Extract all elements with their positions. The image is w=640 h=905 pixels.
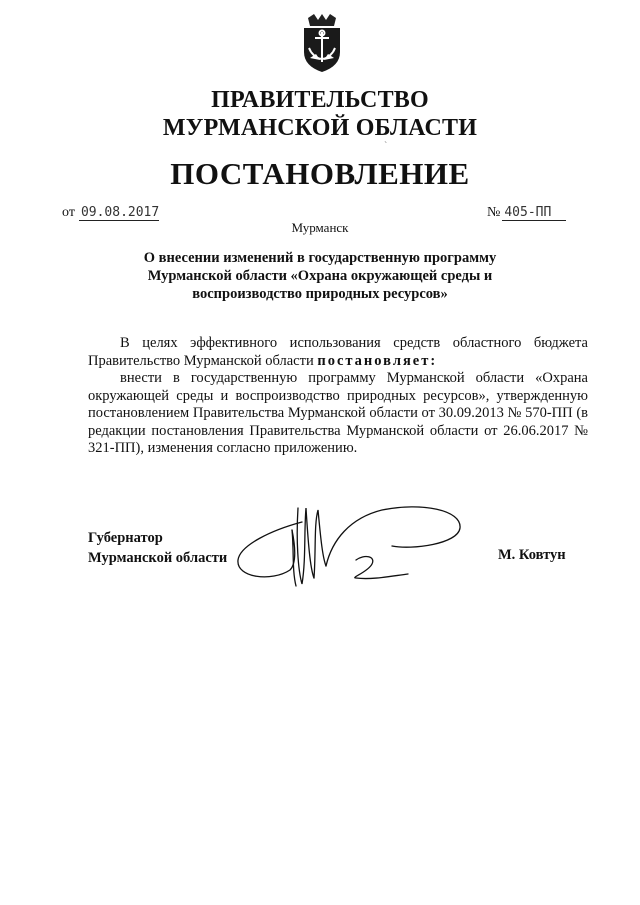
subject-line3: воспроизводство природных ресурсов» <box>192 286 448 302</box>
document-date: 09.08.2017 <box>80 205 160 220</box>
document-subject <box>120 249 520 303</box>
signatory-title-line2: Мурманской области <box>88 550 228 566</box>
date-line <box>62 205 159 221</box>
city: Мурманск <box>291 220 349 235</box>
signatory-title <box>88 528 227 568</box>
subject-line2: Мурманской области «Охрана окружающей среды и <box>147 268 493 284</box>
date-prefix: от <box>62 205 75 220</box>
government-name-line1: ПРАВИТЕЛЬСТВО <box>211 87 429 113</box>
handwritten-signature <box>232 500 468 590</box>
subject-line1: О внесении изменений в государственную программу <box>143 250 497 266</box>
body-paragraph-1 <box>88 335 588 370</box>
signatory-title-line1: Губернатор <box>88 530 163 546</box>
number-line <box>487 205 566 221</box>
decree-verb: постановляет: <box>317 352 438 369</box>
document-type: ПОСТАНОВЛЕНИЕ <box>170 156 470 191</box>
signatory-name: М. Ковтун <box>498 547 566 563</box>
stray-mark: ` <box>384 141 388 152</box>
coat-of-arms-icon <box>300 14 344 74</box>
document-number: 405-ПП <box>502 205 566 221</box>
number-prefix: № <box>487 205 501 220</box>
government-name-line2: МУРМАНСКОЙ ОБЛАСТИ <box>162 115 478 141</box>
paragraph-1-text: В целях эффективного использования средств областного бюджета Правительство Мурманской области <box>88 335 588 369</box>
body-paragraph-2: внести в государственную программу Мурманской области «Охрана окружающей среды и воспроизводство природных ресурсов», утвержденную постановлением Правительства Мурманской области от 30.09.2013 № 570-ПП (в редакции постановления Правительства Мурманской области от 26.06.2017 № 321-ПП), изменения согласно приложению. <box>88 370 588 456</box>
government-name <box>0 86 640 142</box>
